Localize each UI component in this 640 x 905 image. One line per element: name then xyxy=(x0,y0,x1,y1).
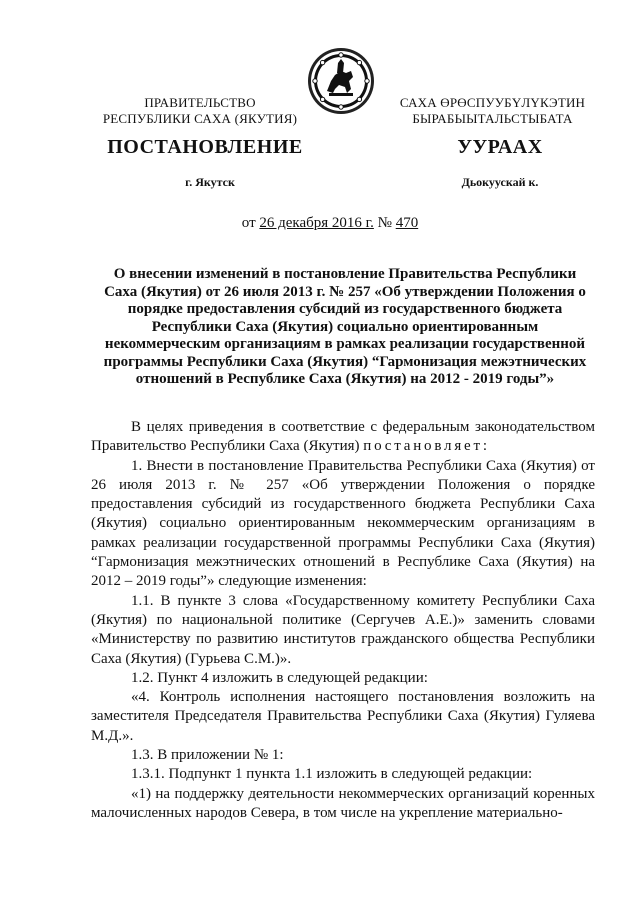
title-line: некоммерческим организациям в рамках реализации государственной xyxy=(104,336,586,352)
document-date-number xyxy=(150,215,510,232)
paragraph-1-1: 1.1. В пункте 3 слова «Государственному комитету Республики Саха (Якутия) по национальной политике (Сергучев А.Е.)» заменить словами «Министерству по развитию институтов гражданского общества Республики Саха (Якутия) (Гурьева С.М.)». xyxy=(91,592,595,667)
title-line: порядке предоставления субсидий из государственного бюджета xyxy=(127,301,563,317)
title-line: Республики Саха (Якутия) социально ориентированным xyxy=(151,318,539,335)
doctype-yakut: УУРААХ xyxy=(457,136,543,158)
paragraph-1-3: 1.3. В приложении № 1: xyxy=(131,747,284,764)
city-yakut: Дьокуускай к. xyxy=(461,175,539,189)
title-line: программы Республики Саха (Якутия) “Гармонизация межэтнических xyxy=(103,353,587,370)
title-line: О внесении изменений в постановление Правительства Республики xyxy=(113,266,577,282)
org-right-line2: БЫРАБЫЫТАЛЬСТЫБАТА xyxy=(412,111,573,126)
paragraph-1: 1. Внести в постановление Правительства Республики Саха (Якутия) от 26 июля 2013 г. № 257 «Об утверждении Положения о порядке предоставления субсидий из государственного бюджета Республики Саха (Якутия) социально ориентированным некоммерческим организациям в рамках реализации государственной программы Республики Саха (Якутия) “Гармонизация межэтнических отношений в Республике Саха (Якутия) на 2012 – 2019 годы”» следующие изменения: xyxy=(91,457,595,590)
org-name-russian xyxy=(95,95,305,127)
org-left-line2: РЕСПУБЛИКИ САХА (ЯКУТИЯ) xyxy=(102,111,298,126)
document-body xyxy=(91,418,595,823)
intro-spaced-word: постановляет: xyxy=(363,438,490,455)
number-sign: № xyxy=(377,215,392,231)
org-name-yakut xyxy=(385,95,600,127)
paragraph-1-2: 1.2. Пункт 4 изложить в следующей редакции: xyxy=(131,669,428,686)
title-line: Саха (Якутия) от 26 июля 2013 г. № 257 «Об утверждении Положения о xyxy=(104,283,586,300)
paragraph-intro xyxy=(91,418,595,457)
org-right-line1: САХА ӨРӨСПУУБҮЛҮКЭТИН xyxy=(399,95,586,110)
document-date: 26 декабря 2016 г. xyxy=(259,215,374,231)
coat-of-arms-icon xyxy=(305,45,377,117)
document-number: 470 xyxy=(395,215,419,231)
paragraph-quote-4: «4. Контроль исполнения настоящего постановления возложить на заместителя Председателя Правительства Республики Саха (Якутия) Гуляева М.Д.». xyxy=(91,689,595,744)
doctype-russian: ПОСТАНОВЛЕНИЕ xyxy=(107,136,303,158)
paragraph-subitem-1: «1) на поддержку деятельности некоммерческих организаций коренных малочисленных народов Севера, в том числе на укрепление материально- xyxy=(91,785,595,821)
title-line: отношений в Республике Саха (Якутия) на 2012 - 2019 годы”» xyxy=(135,371,555,387)
city-russian: г. Якутск xyxy=(185,175,235,189)
date-prefix: от xyxy=(241,215,256,231)
intro-text: В целях приведения в соответствие с федеральным законодательством Правительство Республики Саха (Якутия) xyxy=(91,419,595,455)
document-title xyxy=(95,266,595,389)
org-left-line1: ПРАВИТЕЛЬСТВО xyxy=(144,95,256,110)
paragraph-1-3-1: 1.3.1. Подпункт 1 пункта 1.1 изложить в следующей редакции: xyxy=(131,766,533,783)
